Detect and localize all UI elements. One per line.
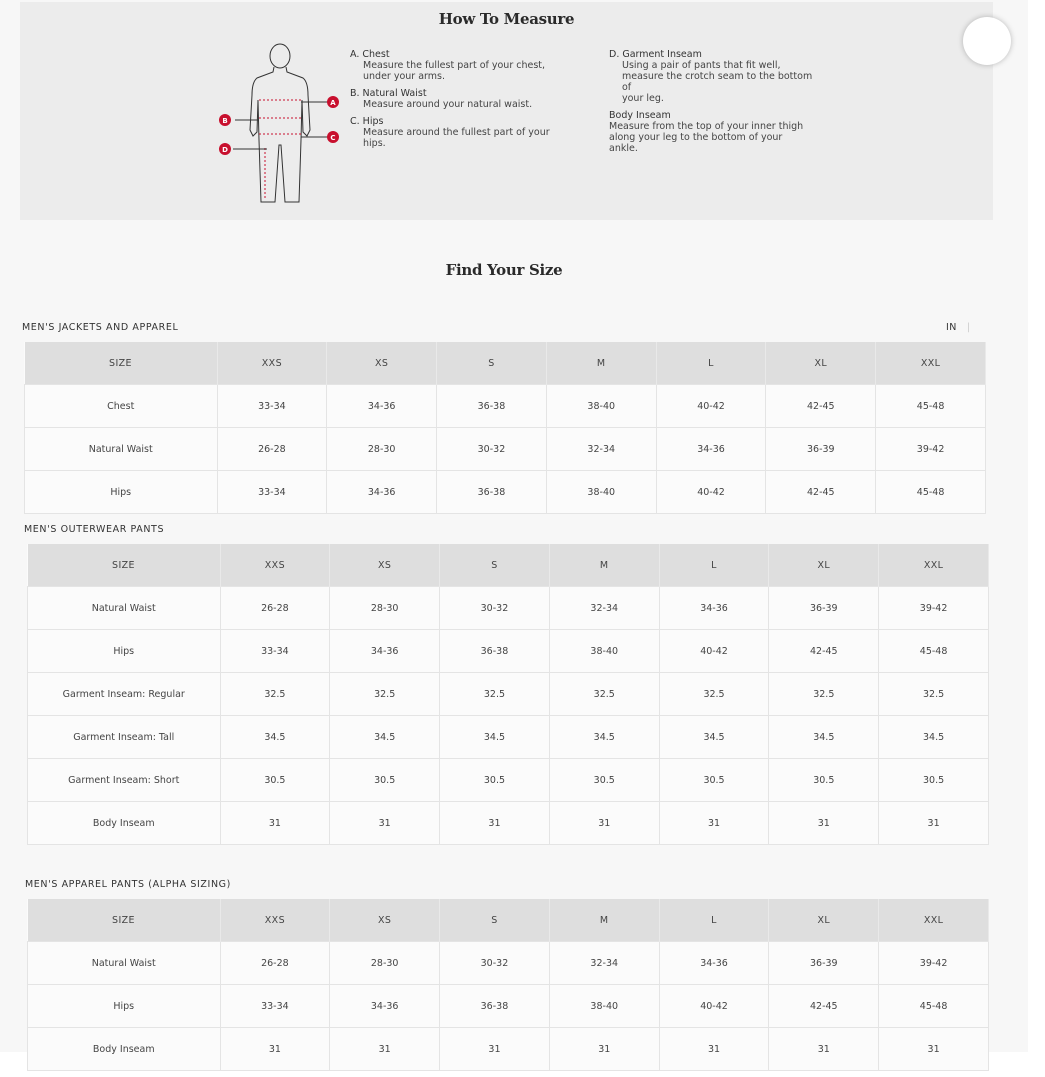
measurement-value: 31 <box>220 1028 330 1071</box>
svg-text:B: B <box>222 117 228 125</box>
marker-c-icon <box>327 131 339 143</box>
measurement-value: 30.5 <box>879 759 989 802</box>
measurement-label: Natural Waist <box>28 942 221 985</box>
measurement-label: Natural Waist <box>28 587 221 630</box>
hips-heading: C. Hips <box>350 116 384 127</box>
measurement-label: Garment Inseam: Short <box>28 759 221 802</box>
measurement-label: Natural Waist <box>25 428 218 471</box>
measurement-value: 38-40 <box>546 385 656 428</box>
measurement-value: 30.5 <box>440 759 550 802</box>
measurement-value: 34.5 <box>220 716 330 759</box>
measurement-value: 36-39 <box>769 942 879 985</box>
measurement-label: Hips <box>28 630 221 673</box>
measurement-value: 30.5 <box>769 759 879 802</box>
how-to-measure-panel <box>20 2 993 220</box>
chest-heading: A. Chest <box>350 49 390 60</box>
measurement-value: 32-34 <box>549 587 659 630</box>
table-header-row <box>28 899 989 942</box>
measurement-value: 40-42 <box>656 385 766 428</box>
size-header-m: M <box>549 544 659 587</box>
size-header-xxl: XXL <box>879 544 989 587</box>
table-row <box>28 716 989 759</box>
table-row <box>28 1028 989 1071</box>
table-row <box>28 985 989 1028</box>
table-row <box>28 942 989 985</box>
measurement-value: 33-34 <box>220 985 330 1028</box>
apparel-pants-section-label: MEN'S APPAREL PANTS (ALPHA SIZING) <box>25 879 231 890</box>
table-row <box>28 759 989 802</box>
body-inseam-description: Measure from the top of your inner thigh along your leg to the bottom of your ankle. <box>609 121 804 154</box>
measurement-value: 39-42 <box>876 428 986 471</box>
measurement-label: Chest <box>25 385 218 428</box>
measurement-value: 34-36 <box>659 587 769 630</box>
size-header-xxs: XXS <box>217 342 327 385</box>
measurement-value: 30.5 <box>659 759 769 802</box>
size-header-xl: XL <box>769 899 879 942</box>
size-header-xxl: XXL <box>879 899 989 942</box>
measurement-value: 30-32 <box>437 428 547 471</box>
body-inseam-heading: Body Inseam <box>609 110 671 121</box>
measurement-value: 45-48 <box>876 471 986 514</box>
waist-heading: B. Natural Waist <box>350 88 427 99</box>
measurement-value: 30-32 <box>440 587 550 630</box>
measurement-value: 34-36 <box>330 630 440 673</box>
measurement-value: 45-48 <box>879 985 989 1028</box>
measure-instructions-left <box>350 49 570 155</box>
measurement-value: 38-40 <box>549 985 659 1028</box>
measurement-value: 34.5 <box>440 716 550 759</box>
measurement-value: 31 <box>440 802 550 845</box>
measurement-value: 33-34 <box>217 385 327 428</box>
measurement-value: 32.5 <box>549 673 659 716</box>
measurement-value: 32-34 <box>549 942 659 985</box>
table-row <box>28 802 989 845</box>
marker-b-icon <box>219 114 231 126</box>
size-header-l: L <box>659 899 769 942</box>
measurement-label: Garment Inseam: Regular <box>28 673 221 716</box>
measurement-value: 32-34 <box>546 428 656 471</box>
marker-d-icon <box>219 143 231 155</box>
measurement-value: 31 <box>879 1028 989 1071</box>
size-header-xl: XL <box>769 544 879 587</box>
size-header-xl: XL <box>766 342 876 385</box>
measurement-value: 31 <box>440 1028 550 1071</box>
measurement-value: 32.5 <box>769 673 879 716</box>
size-header-l: L <box>656 342 766 385</box>
size-column-header: SIZE <box>28 544 221 587</box>
size-header-s: S <box>440 899 550 942</box>
measurement-value: 32.5 <box>440 673 550 716</box>
size-header-xxs: XXS <box>220 899 330 942</box>
measurement-label: Body Inseam <box>28 1028 221 1071</box>
measurement-label: Hips <box>25 471 218 514</box>
size-header-l: L <box>659 544 769 587</box>
measurement-value: 31 <box>769 802 879 845</box>
table-header-row <box>28 544 989 587</box>
size-header-s: S <box>440 544 550 587</box>
measurement-value: 31 <box>330 1028 440 1071</box>
measurement-value: 30.5 <box>220 759 330 802</box>
measurement-value: 36-38 <box>437 471 547 514</box>
measurement-label: Hips <box>28 985 221 1028</box>
size-header-xs: XS <box>330 544 440 587</box>
measurement-value: 34-36 <box>656 428 766 471</box>
measurement-value: 39-42 <box>879 942 989 985</box>
svg-text:D: D <box>222 146 228 154</box>
measurement-value: 31 <box>220 802 330 845</box>
measurement-value: 32.5 <box>220 673 330 716</box>
measurement-value: 31 <box>330 802 440 845</box>
measurement-value: 40-42 <box>659 630 769 673</box>
apparel-pants-size-table <box>27 899 989 1071</box>
measurement-value: 34-36 <box>327 385 437 428</box>
outerwear-section-label: MEN'S OUTERWEAR PANTS <box>24 524 165 535</box>
measurement-value: 31 <box>659 1028 769 1071</box>
size-header-xxs: XXS <box>220 544 330 587</box>
measurement-value: 30.5 <box>549 759 659 802</box>
table-row <box>25 428 986 471</box>
measurement-label: Garment Inseam: Tall <box>28 716 221 759</box>
measurement-value: 34.5 <box>879 716 989 759</box>
measurement-value: 40-42 <box>659 985 769 1028</box>
measurement-value: 42-45 <box>766 471 876 514</box>
measurement-value: 34.5 <box>769 716 879 759</box>
measurement-value: 45-48 <box>876 385 986 428</box>
size-header-s: S <box>437 342 547 385</box>
how-to-measure-title: How To Measure <box>438 10 575 28</box>
measurement-value: 32.5 <box>659 673 769 716</box>
measurement-value: 42-45 <box>769 630 879 673</box>
svg-text:A: A <box>330 99 336 107</box>
table-header-row <box>25 342 986 385</box>
table-row <box>25 471 986 514</box>
measurement-value: 34.5 <box>659 716 769 759</box>
measurement-value: 36-38 <box>440 985 550 1028</box>
unit-toggle[interactable] <box>946 322 971 333</box>
measurement-value: 32.5 <box>879 673 989 716</box>
size-column-header: SIZE <box>28 899 221 942</box>
measurement-value: 36-38 <box>437 385 547 428</box>
measure-instructions-right <box>609 49 824 160</box>
measurement-value: 34-36 <box>330 985 440 1028</box>
measurement-value: 31 <box>549 1028 659 1071</box>
measurement-value: 28-30 <box>327 428 437 471</box>
measurement-value: 36-38 <box>440 630 550 673</box>
measurement-value: 34.5 <box>549 716 659 759</box>
outerwear-size-table <box>27 544 989 845</box>
measurement-value: 26-28 <box>220 942 330 985</box>
size-column-header: SIZE <box>25 342 218 385</box>
size-header-m: M <box>549 899 659 942</box>
garment-inseam-heading: D. Garment Inseam <box>609 49 702 60</box>
measurement-value: 36-39 <box>766 428 876 471</box>
measurement-value: 26-28 <box>220 587 330 630</box>
size-header-xxl: XXL <box>876 342 986 385</box>
size-header-m: M <box>546 342 656 385</box>
measurement-value: 28-30 <box>330 942 440 985</box>
measurement-value: 31 <box>769 1028 879 1071</box>
table-row <box>28 630 989 673</box>
measurement-value: 42-45 <box>769 985 879 1028</box>
jackets-size-table <box>24 342 986 514</box>
measurement-value: 31 <box>659 802 769 845</box>
size-header-xs: XS <box>327 342 437 385</box>
body-measurement-diagram <box>195 40 355 208</box>
measurement-value: 36-39 <box>769 587 879 630</box>
measurement-value: 30-32 <box>440 942 550 985</box>
measurement-value: 39-42 <box>879 587 989 630</box>
circle-toggle-button[interactable] <box>963 17 1011 65</box>
svg-text:C: C <box>330 134 336 142</box>
chest-description: Measure the fullest part of your chest, under your arms. <box>363 60 546 82</box>
measurement-value: 31 <box>549 802 659 845</box>
measurement-value: 34-36 <box>327 471 437 514</box>
measurement-value: 38-40 <box>549 630 659 673</box>
measurement-value: 34-36 <box>659 942 769 985</box>
measurement-value: 33-34 <box>220 630 330 673</box>
measurement-value: 33-34 <box>217 471 327 514</box>
waist-description: Measure around your natural waist. <box>363 99 533 110</box>
measurement-value: 34.5 <box>330 716 440 759</box>
garment-inseam-description: Using a pair of pants that fit well, measure the crotch seam to the bottom of your leg. <box>622 60 813 104</box>
measurement-value: 28-30 <box>330 587 440 630</box>
measurement-value: 38-40 <box>546 471 656 514</box>
unit-in-option[interactable]: IN <box>946 322 957 333</box>
measurement-value: 26-28 <box>217 428 327 471</box>
table-row <box>28 587 989 630</box>
measurement-value: 31 <box>879 802 989 845</box>
marker-a-icon <box>327 96 339 108</box>
unit-separator: | <box>966 322 971 333</box>
measurement-value: 42-45 <box>766 385 876 428</box>
measurement-value: 40-42 <box>656 471 766 514</box>
measurement-value: 45-48 <box>879 630 989 673</box>
table-row <box>25 385 986 428</box>
hips-description: Measure around the fullest part of your hips. <box>363 127 550 149</box>
measurement-value: 30.5 <box>330 759 440 802</box>
measurement-value: 32.5 <box>330 673 440 716</box>
table-row <box>28 673 989 716</box>
measurement-label: Body Inseam <box>28 802 221 845</box>
jackets-section-label: MEN'S JACKETS AND APPAREL <box>22 322 179 333</box>
find-your-size-title: Find Your Size <box>445 261 563 279</box>
size-header-xs: XS <box>330 899 440 942</box>
